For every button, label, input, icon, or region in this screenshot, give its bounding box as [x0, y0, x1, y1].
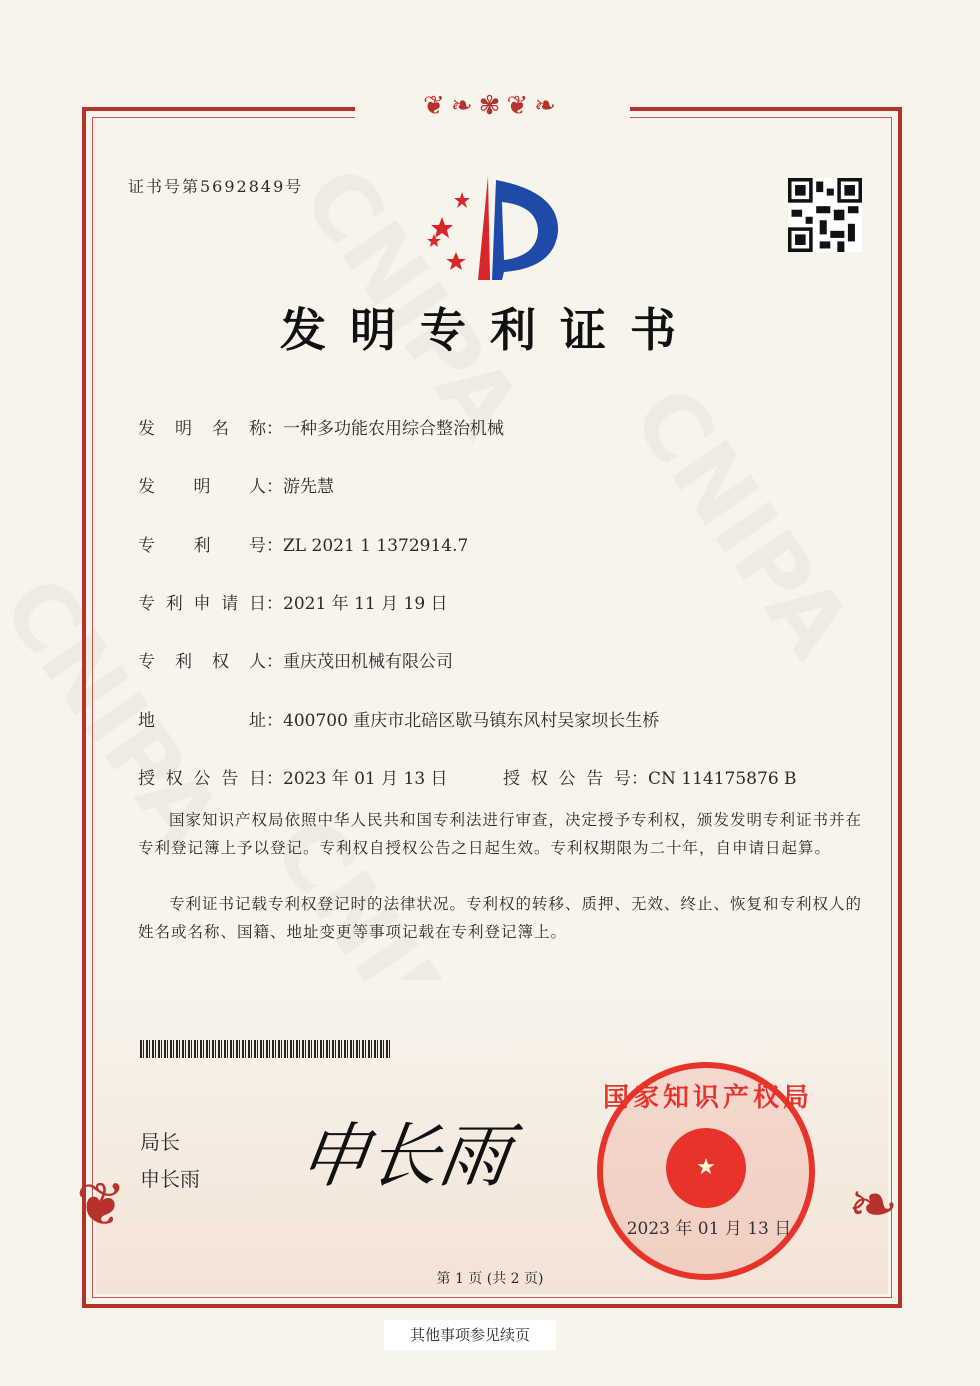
corner-ornament-right: ❧ — [848, 1170, 899, 1240]
see-next-page-note: 其他事项参见续页 — [384, 1320, 556, 1350]
field-patentee: 专利权人：重庆茂田机械有限公司 — [138, 647, 453, 672]
field-invention-name: 发明名称：一种多功能农用综合整治机械 — [138, 414, 504, 439]
field-value: ZL 2021 1 1372914.7 — [283, 536, 469, 556]
field-label: 专利号 — [138, 536, 266, 556]
seal-text: 国家知识产权局 — [603, 1083, 814, 1113]
star-icon — [454, 192, 470, 208]
page-title: 发明专利证书 — [280, 303, 700, 357]
director-title: 局长 — [140, 1130, 180, 1154]
field-value: 重庆茂田机械有限公司 — [283, 652, 453, 672]
field-value: 2023 年 01 月 13 日 — [283, 769, 448, 789]
barcode — [140, 1040, 390, 1058]
field-application-date: 专利申请日：2021 年 11 月 19 日 — [138, 589, 448, 614]
certificate-number: 证书号第5692849号 — [128, 177, 304, 196]
paragraph-legal-status: 专利证书记载专利权登记时的法律状况。专利权的转移、质押、无效、终止、恢复和专利权人的姓名或名称、国籍、地址变更等事项记载在专利登记簿上。 — [138, 895, 863, 941]
field-inventor: 发明人：游先慧 — [138, 472, 334, 497]
top-ornament: ❦❧✾❦❧ — [355, 84, 630, 128]
field-value: 游先慧 — [283, 477, 334, 497]
page-number: 第 1 页 (共 2 页) — [436, 1271, 544, 1287]
field-label: 发明人 — [138, 477, 266, 497]
star-icon — [427, 234, 441, 247]
field-value: CN 114175876 B — [648, 769, 797, 789]
director-signature: 申长雨 — [293, 1115, 515, 1197]
field-value: 400700 重庆市北碚区歇马镇东风村吴家坝长生桥 — [283, 711, 660, 731]
field-label: 地址 — [138, 711, 266, 731]
cnipa-logo — [420, 172, 565, 284]
seal-date: 2023 年 01 月 13 日 — [626, 1219, 792, 1239]
corner-ornament-left: ❦ — [76, 1170, 127, 1240]
field-patent-number: 专利号：ZL 2021 1 1372914.7 — [138, 531, 468, 556]
field-label: 专利权人 — [138, 652, 266, 672]
official-seal — [597, 1062, 815, 1280]
field-address: 地址：400700 重庆市北碚区歇马镇东风村吴家坝长生桥 — [138, 706, 659, 731]
field-label: 授权公告号 — [503, 769, 631, 789]
field-label: 发明名称 — [138, 419, 266, 439]
star-icon — [446, 252, 466, 270]
field-label: 授权公告日 — [138, 769, 266, 789]
field-grant-date: 授权公告日：2023 年 01 月 13 日 — [138, 764, 448, 789]
field-publication-number: 授权公告号：CN 114175876 B — [503, 764, 797, 789]
national-emblem-icon: ★ — [666, 1128, 746, 1208]
field-value: 一种多功能农用综合整治机械 — [283, 419, 504, 439]
field-label: 专利申请日 — [138, 594, 266, 614]
field-value: 2021 年 11 月 19 日 — [283, 594, 448, 614]
qr-code — [788, 178, 862, 252]
paragraph-grant: 国家知识产权局依照中华人民共和国专利法进行审查，决定授予专利权，颁发发明专利证书并在专利登记簿上予以登记。专利权自授权公告之日起生效。专利权期限为二十年，自申请日起算。 — [138, 811, 863, 857]
director-name: 申长雨 — [140, 1167, 200, 1191]
